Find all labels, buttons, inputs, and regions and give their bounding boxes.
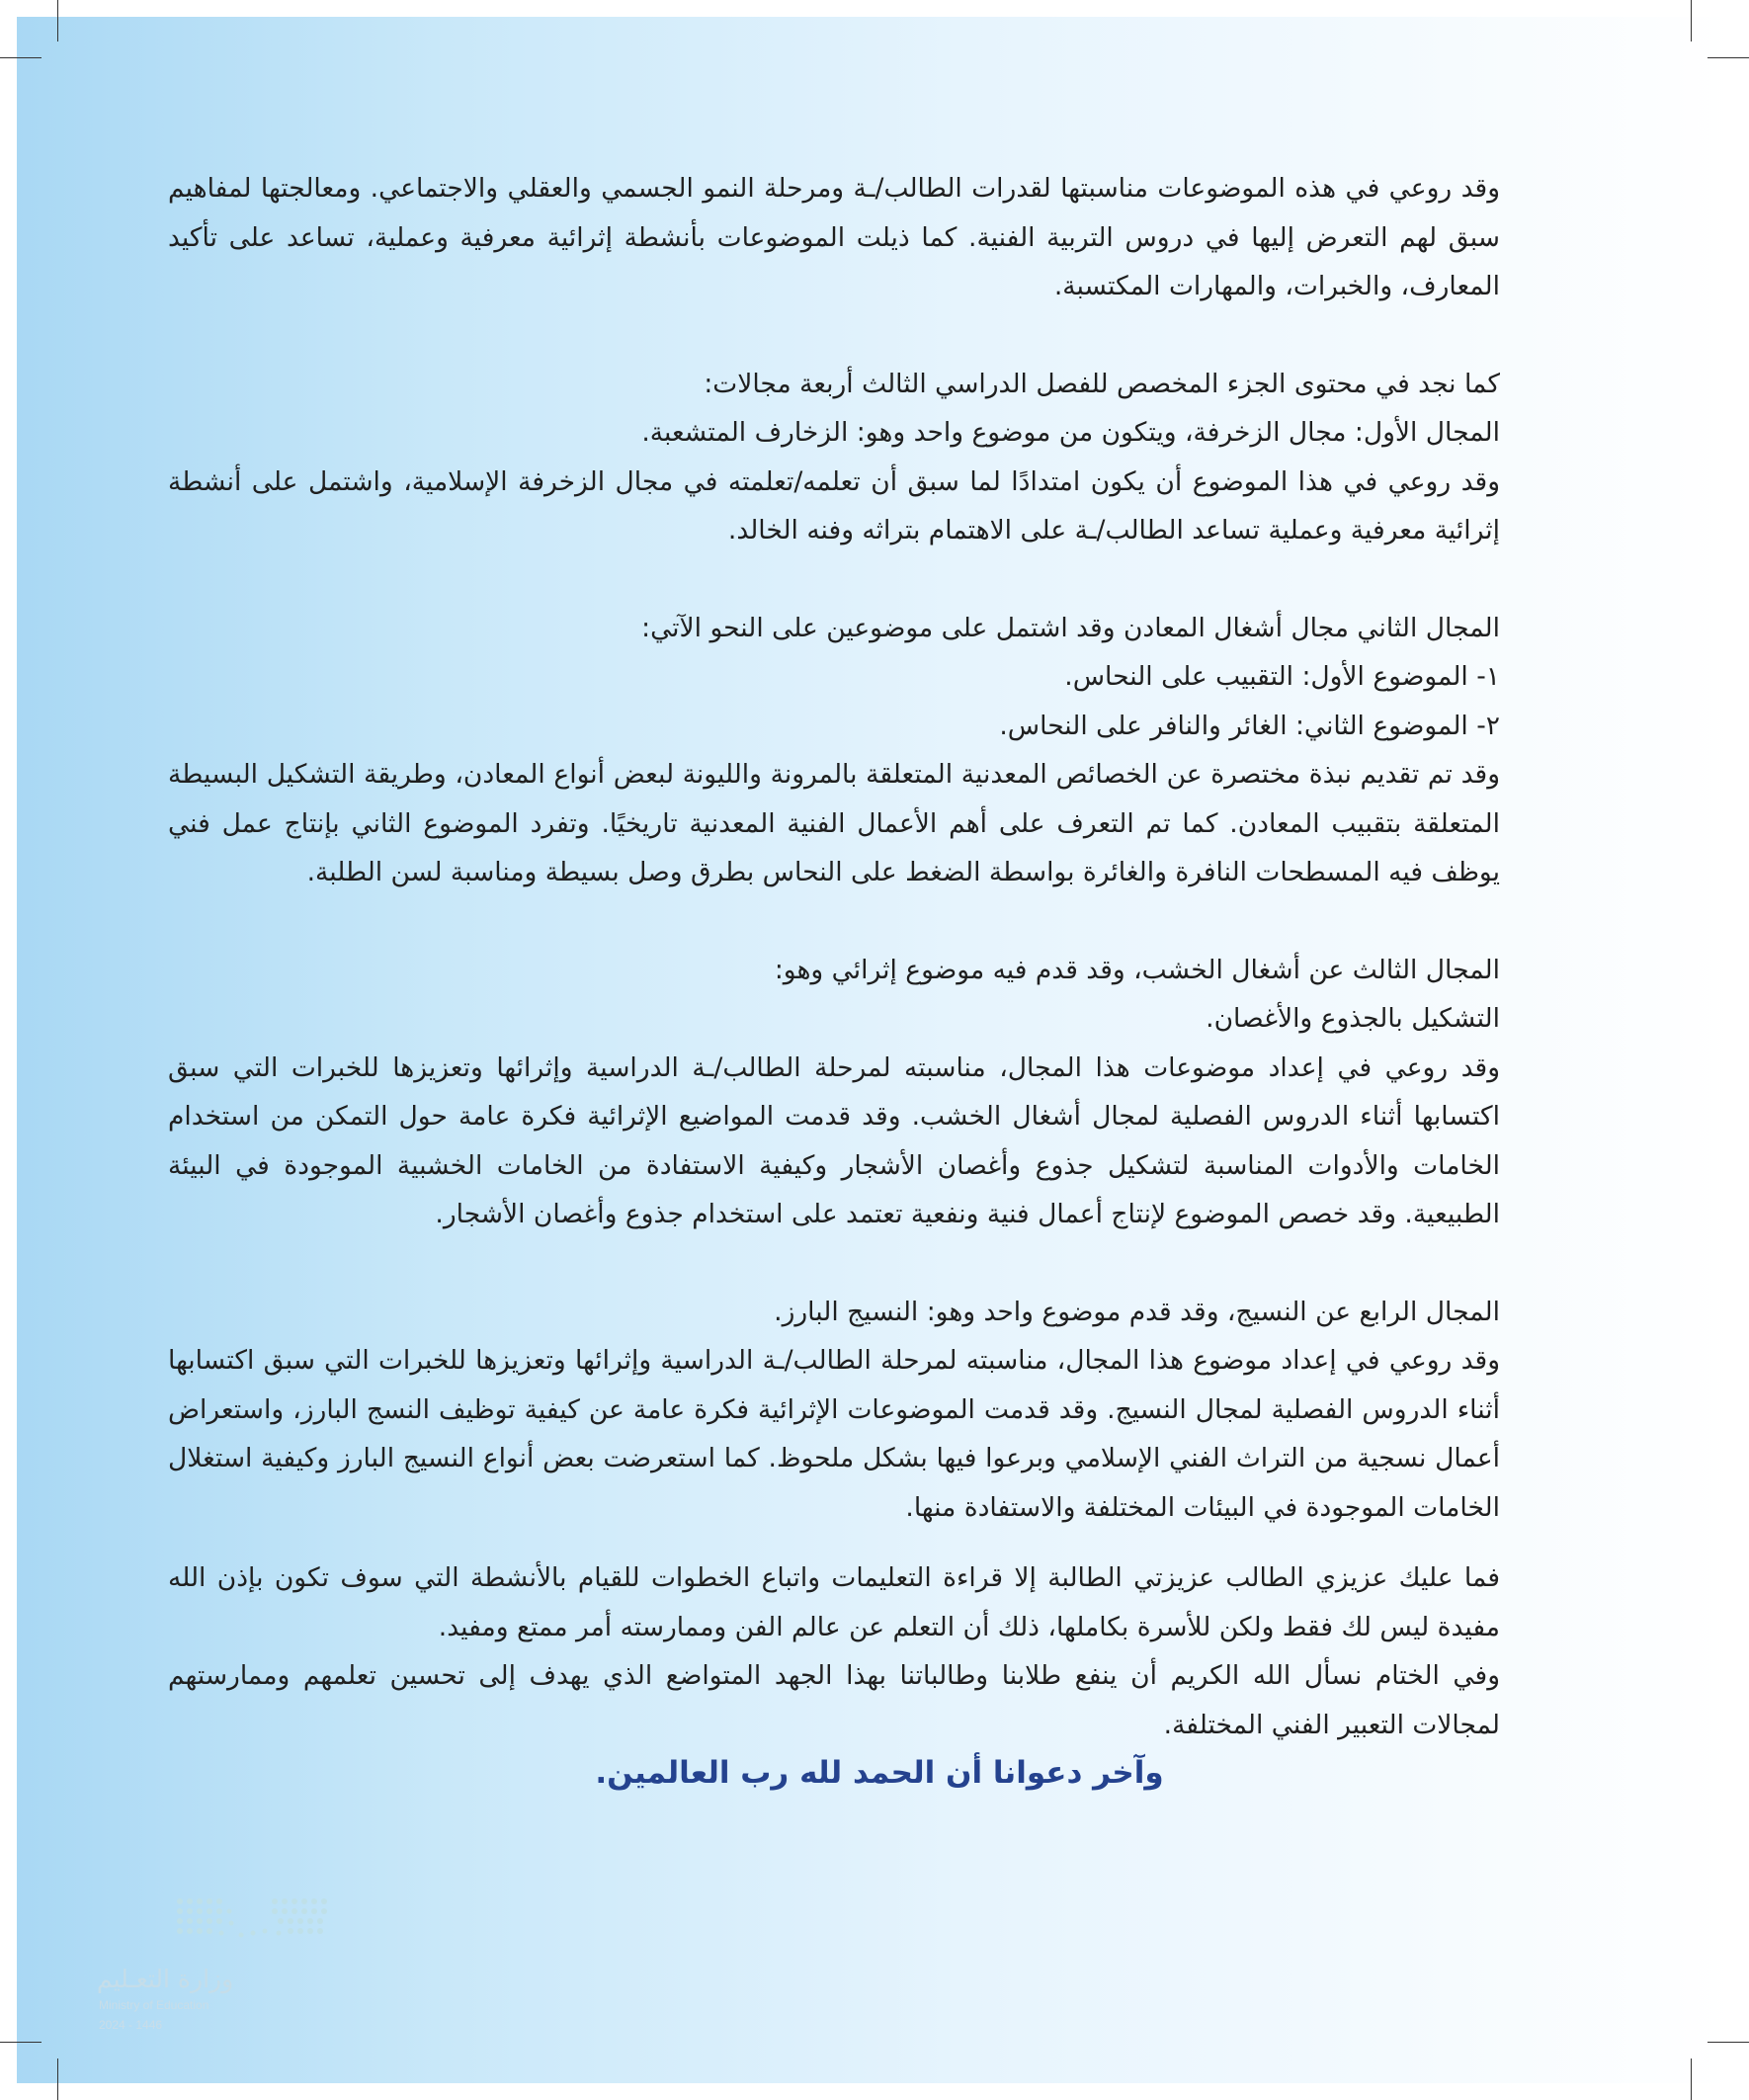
- logo-year: 2024 - 1446: [99, 2018, 163, 2032]
- field4-description: وقد روعي في إعداد موضوع هذا المجال، مناسبته لمرحلة الطالب/ـة الدراسية وإثرائها وتعزيزها للخبرات التي سبق اكتسابها أثناء الدروس الفصلية لمجال النسيج. وقد قدمت الموضوعات الإثرائية فكرة عامة عن كيفية توظيف النسج البارز، واستعراض أعمال نسجية من التراث الفني الإسلامي وبرعوا فيها بشكل ملحوظ. كما استعرضت بعض أنواع النسيج البارز وكيفية استغلال الخامات الموجودة في البيئات المختلفة والاستفادة منها.: [168, 1345, 1500, 1523]
- crop-mark: [1707, 2042, 1749, 2043]
- logo-arabic-name: وزارة التعـليم: [97, 1965, 234, 1993]
- field2-item-1: ١- الموضوع الأول: التقبيب على النحاس.: [1064, 661, 1500, 692]
- crop-mark: [57, 2058, 58, 2100]
- field4-title: المجال الرابع عن النسيج، وقد قدم موضوع واحد وهو: النسيج البارز.: [774, 1296, 1500, 1327]
- fields-intro: كما نجد في محتوى الجزء المخصص للفصل الدراسي الثالث أربعة مجالات:: [704, 368, 1500, 399]
- field2-item-2: ٢- الموضوع الثاني: الغائر والنافر على النحاس.: [999, 710, 1500, 741]
- logo-dots-icon: [172, 1895, 330, 1945]
- crop-mark: [1691, 2058, 1692, 2100]
- field3-description: وقد روعي في إعداد موضوعات هذا المجال، مناسبته لمرحلة الطالب/ـة الدراسية وإثرائها وتعزيزها للخبرات التي سبق اكتسابها أثناء الدروس الفصلية لمجال أشغال الخشب. وقد قدمت المواضيع الإثرائية فكرة عامة حول التمكن من استخدام الخامات والأدوات المناسبة لتشكيل جذوع وأغصان الأشجار وكيفية الاستفادة من الخامات الخشبية الموجودة في البيئة الطبيعية. وقد خصص الموضوع لإنتاج أعمال فنية ونفعية تعتمد على استخدام جذوع وأغصان الأشجار.: [168, 1051, 1500, 1229]
- crop-mark: [1691, 0, 1692, 42]
- field1-description: وقد روعي في هذا الموضوع أن يكون امتدادًا لما سبق أن تعلمه/تعلمته في مجال الزخرفة الإسلامية، واشتمل على أنشطة إثرائية معرفية وعملية تساعد الطالب/ـة على الاهتمام بتراثه وفنه الخالد.: [168, 465, 1500, 546]
- ministry-logo: [95, 1895, 253, 2039]
- field1-title: المجال الأول: مجال الزخرفة، ويتكون من موضوع واحد وهو: الزخارف المتشعبة.: [641, 417, 1500, 448]
- closing-prayer: وآخر دعوانا أن الحمد لله رب العالمين.: [595, 1755, 1164, 1791]
- field2-title: المجال الثاني مجال أشغال المعادن وقد اشتمل على موضوعين على النحو الآتي:: [641, 612, 1500, 643]
- crop-mark: [1707, 57, 1749, 58]
- field3-title: المجال الثالث عن أشغال الخشب، وقد قدم فيه موضوع إثرائي وهو:: [774, 954, 1500, 985]
- crop-mark: [57, 0, 58, 42]
- logo-english-name: Ministry of Education: [99, 1998, 209, 2012]
- body-text: [168, 164, 1532, 1799]
- crop-mark: [0, 57, 42, 58]
- field3-topic: التشكيل بالجذوع والأغصان.: [1206, 1003, 1500, 1034]
- crop-mark: [0, 2042, 42, 2043]
- field2-description: وقد تم تقديم نبذة مختصرة عن الخصائص المعدنية المتعلقة بالمرونة والليونة لبعض أنواع المعادن، وطريقة التشكيل البسيطة المتعلقة بتقبيب المعادن. كما تم التعرف على أهم الأعمال الفنية المعدنية تاريخيًا. وتفرد الموضوع الثاني بإنتاج عمل فني يوظف فيه المسطحات النافرة والغائرة بواسطة الضغط على النحاس بطرق وصل بسيطة ومناسبة لسن الطلبة.: [168, 759, 1500, 887]
- conclusion-paragraph: وفي الختام نسأل الله الكريم أن ينفع طلابنا وطالباتنا بهذا الجهد المتواضع الذي يهدف إلى تحسين تعلمهم وممارستهم لمجالات التعبير الفني المختلفة.: [168, 1660, 1500, 1740]
- advice-paragraph: فما عليك عزيزي الطالب عزيزتي الطالبة إلا قراءة التعليمات واتباع الخطوات للقيام بالأنشطة التي سوف تكون بإذن الله مفيدة ليس لك فقط ولكن للأسرة بكاملها، ذلك أن التعلم عن عالم الفن وممارسته أمر ممتع ومفيد.: [168, 1562, 1500, 1642]
- intro-paragraph: وقد روعي في هذه الموضوعات مناسبتها لقدرات الطالب/ـة ومرحلة النمو الجسمي والعقلي والاجتماعي. ومعالجتها لمفاهيم سبق لهم التعرض إليها في دروس التربية الفنية. كما ذيلت الموضوعات بأنشطة إثرائية معرفية وعملية، تساعد على تأكيد المعارف، والخبرات، والمهارات المكتسبة.: [168, 173, 1500, 301]
